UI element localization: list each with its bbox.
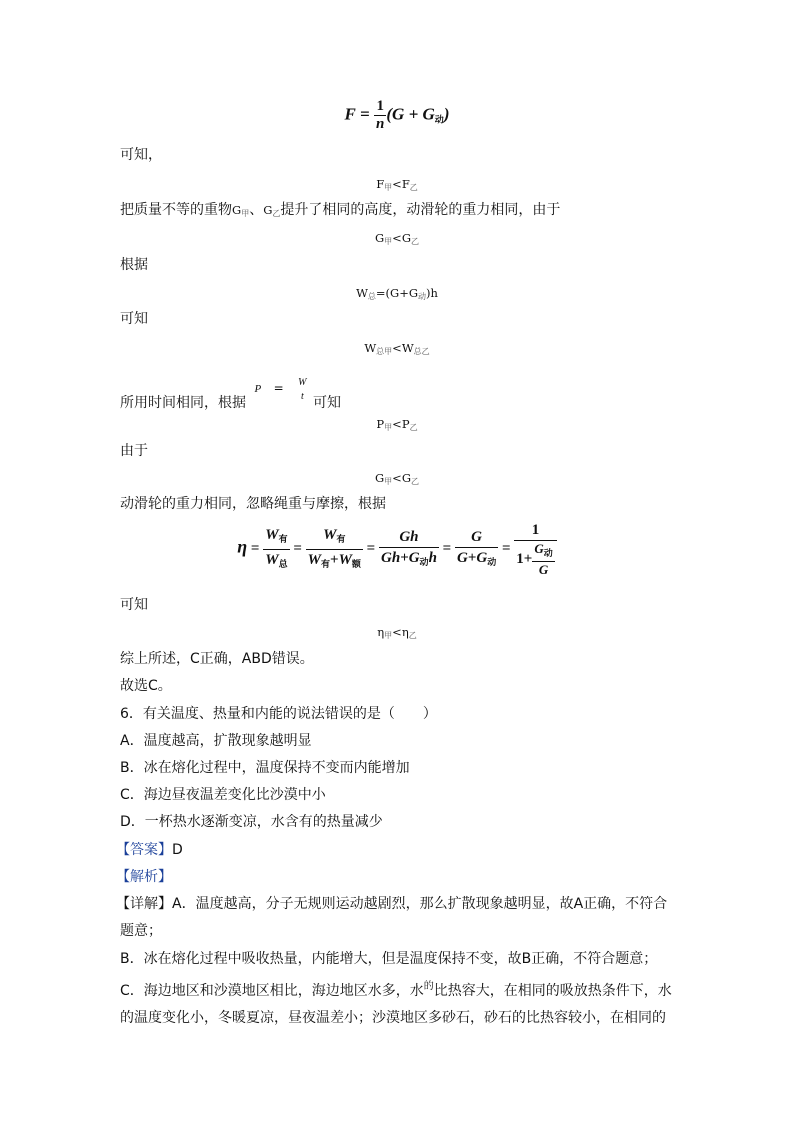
detail-a-line-1: 【详解】A．温度越高，分子无规则运动越剧烈，那么扩散现象越明显，故A正确，不符合 [116, 896, 668, 912]
text-keyi-2: 可知 [120, 311, 148, 327]
formula-total-work: $W_总=(G+G_动)h$ [356, 286, 438, 301]
analysis-tag: 【解析】 [116, 869, 172, 885]
detail-tag: 【详解】 [116, 896, 172, 912]
comparison-power: $P_甲<P_乙$ [376, 417, 418, 432]
comparison-weight-2: $G_甲<G_乙$ [374, 471, 419, 486]
answer-line [116, 841, 183, 859]
detail-b-line: B．冰在熔化过程中吸收热量，内能增大，但是温度保持不变，故B正确，不符合题意； [120, 951, 658, 967]
question-6-option-d: D．一杯热水逐渐变凉，水含有的热量减少 [120, 814, 383, 830]
answer-value: D [172, 842, 183, 858]
text-keyi-1: 可知， [120, 147, 162, 163]
formula-efficiency: η = $\frac{W_有}{W_总}$ = $\frac{W_有}{W_有+W_额}$ = $\frac{Gh}{Gh+G_动h}$ = $\frac{G}{G+G_动}$ = 1 1+ $\frac{G_动}{G}$ [0, 520, 794, 578]
question-6-option-a: A．温度越高，扩散现象越明显 [120, 733, 312, 749]
comparison-work: $W_{总甲}<W_{总乙}$ [364, 341, 430, 356]
text-summary: 综上所述，C正确，ABD错误。 [120, 651, 314, 667]
formula-pulling-force: F = $\frac{1}{n}$ (G + G动) [344, 98, 450, 132]
answer-tag: 【答案】 [116, 842, 172, 858]
text-choose: 故选C。 [120, 678, 172, 694]
question-6-option-b: B．冰在熔化过程中，温度保持不变而内能增加 [120, 760, 410, 776]
text-genju-1: 根据 [120, 257, 148, 273]
question-6-stem: 6．有关温度、热量和内能的说法错误的是（ ） [120, 706, 437, 722]
detail-a-line-2: 题意； [120, 923, 162, 939]
detail-c-line-2: 的温度变化小，冬暖夏凉，昼夜温差小；沙漠地区多砂石，砂石的比热容较小，在相同的 [120, 1010, 666, 1026]
text-youyu: 由于 [120, 443, 148, 459]
comparison-efficiency: $\eta_甲<\eta_乙$ [377, 625, 417, 640]
detail-c-line-1: C．海边地区和沙漠地区相比，海边地区水多，水$^的$比热容大，在相同的吸放热条件下，水 [120, 981, 672, 999]
comparison-force: $F_甲<F_乙$ [376, 177, 418, 192]
text-keyi-3: 可知 [120, 597, 148, 613]
text-weights-line: 把质量不等的重物$G_甲$、$G_乙$提升了相同的高度，动滑轮的重力相同，由于 [120, 202, 561, 218]
text-pulley-line: 动滑轮的重力相同，忽略绳重与摩擦，根据 [120, 496, 386, 512]
comparison-weight-1: $G_甲<G_乙$ [374, 231, 419, 246]
question-6-option-c: C．海边昼夜温差变化比沙漠中小 [120, 787, 326, 803]
text-power-line: 所用时间相同，根据 P = W t 可知 [120, 377, 341, 411]
